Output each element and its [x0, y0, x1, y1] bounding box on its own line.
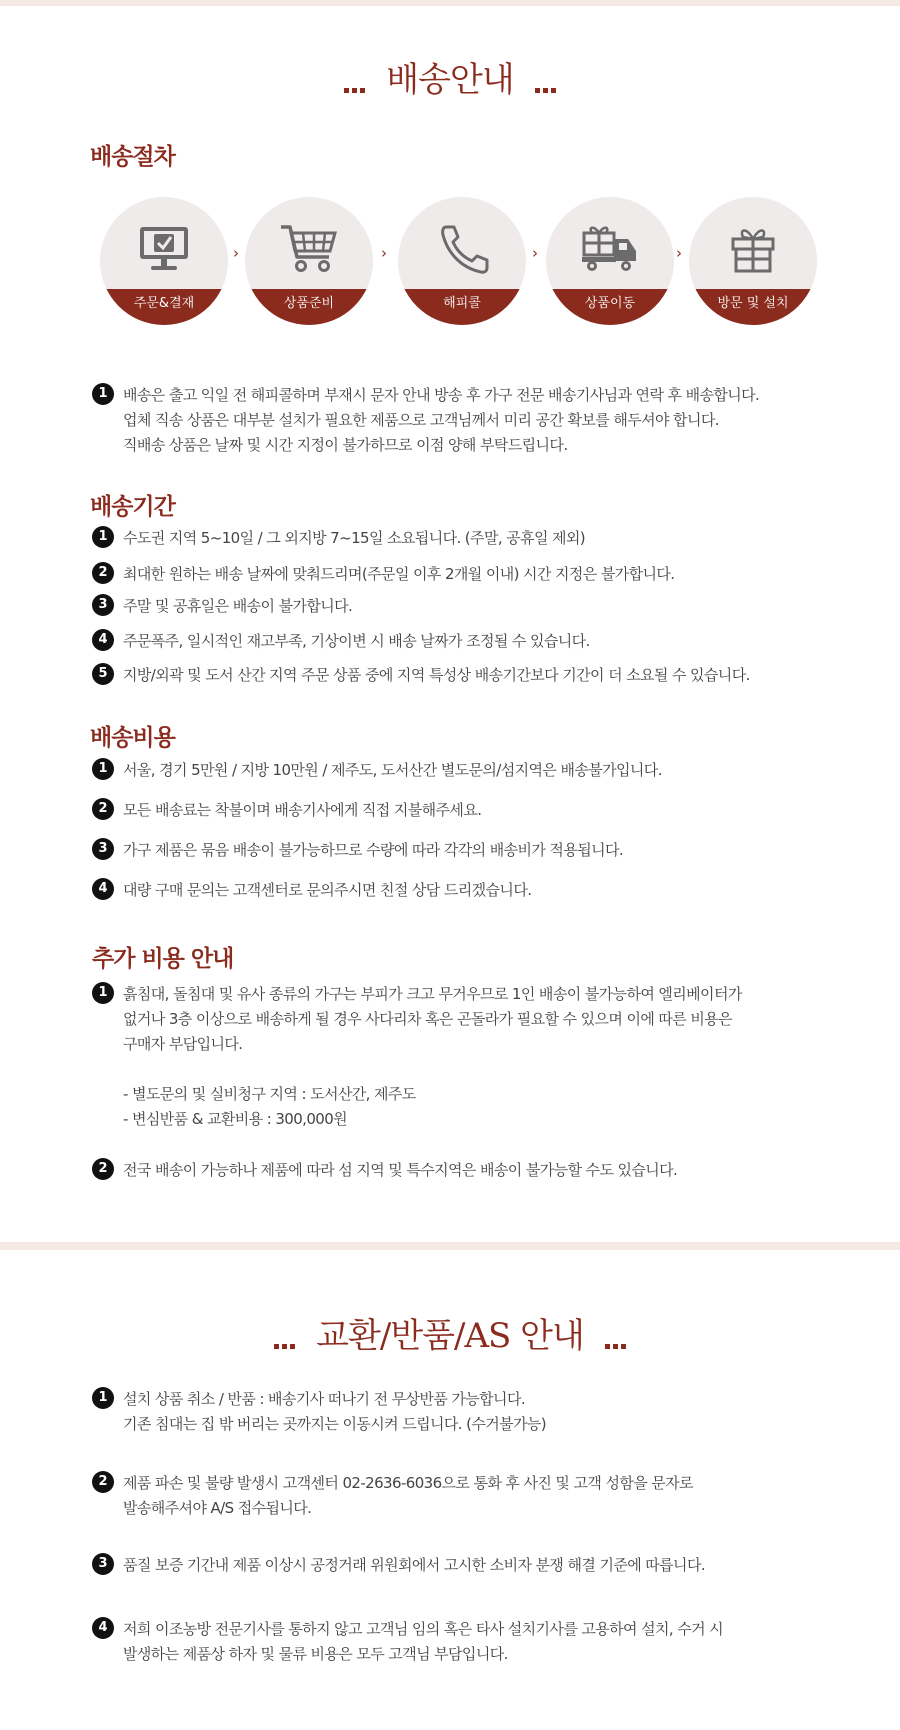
- phone-icon: [430, 221, 494, 277]
- note-line: 배송은 출고 익일 전 해피콜하며 부재시 문자 안내 방송 후 가구 전문 배송기사님과 연락 후 배송합니다.: [123, 386, 760, 404]
- number-badge: 1: [92, 758, 114, 780]
- number-badge: 2: [92, 1158, 114, 1180]
- extra-line: 없거나 3층 이상으로 배송하게 될 경우 사다리차 혹은 곤돌라가 필요할 수 있으며 이에 따른 비용은: [123, 1010, 733, 1028]
- number-badge: 5: [92, 663, 114, 685]
- step-happy-call: [398, 197, 526, 325]
- number-badge: 3: [92, 838, 114, 860]
- returns-line: 발생하는 제품상 하자 및 물류 비용은 모두 고객님 부담입니다.: [123, 1645, 508, 1663]
- step-arrow: ›: [676, 244, 682, 262]
- returns-line: 제품 파손 및 불량 발생시 고객센터 02-2636-6036으로 통화 후 사진 및 고객 성함을 문자로: [123, 1474, 693, 1492]
- cost-heading: 배송비용: [90, 725, 175, 751]
- gift-box-icon: [721, 221, 785, 277]
- returns-line: 품질 보증 기간내 제품 이상시 공정거래 위원회에서 고시한 소비자 분쟁 해결 기준에 따릅니다.: [123, 1556, 706, 1574]
- number-badge: 1: [92, 1387, 114, 1409]
- top-divider-band: [0, 0, 900, 6]
- returns-info-title: [0, 1308, 900, 1358]
- number-badge: 1: [92, 526, 114, 548]
- cost-item-text: 대량 구매 문의는 고객센터로 문의주시면 친절 상담 드리겠습니다.: [123, 881, 532, 899]
- period-item-text: 주말 및 공휴일은 배송이 불가합니다.: [123, 597, 353, 615]
- step-product-moving: [546, 197, 674, 325]
- step-label: 상품준비: [245, 289, 373, 325]
- shopping-cart-icon: [277, 221, 341, 277]
- returns-item-text: [123, 1387, 823, 1437]
- cost-item-text: 서울, 경기 5만원 / 지방 10만원 / 제주도, 도서산간 별도문의/섬지역은 배송불가입니다.: [123, 761, 662, 779]
- shipping-title-text: 배송안내: [386, 60, 514, 100]
- period-heading: 배송기간: [90, 494, 175, 520]
- number-badge: 2: [92, 798, 114, 820]
- extra-item-text: 전국 배송이 가능하나 제품에 따라 섬 지역 및 특수지역은 배송이 불가능할 수도 있습니다.: [123, 1161, 678, 1179]
- extra-sub-line: - 별도문의 및 실비청구 지역 : 도서산간, 제주도: [123, 1085, 416, 1103]
- number-badge: 3: [92, 594, 114, 616]
- returns-item-text: [123, 1471, 823, 1521]
- extra-item-text: [123, 982, 823, 1132]
- number-badge: 4: [92, 1617, 114, 1639]
- returns-item-text: [123, 1553, 823, 1578]
- step-label: 해피콜: [398, 289, 526, 325]
- step-order-payment: [100, 197, 228, 325]
- extra-cost-heading: 추가 비용 안내: [92, 946, 234, 972]
- title-dots-left: [272, 1318, 296, 1358]
- note-line: 직배송 상품은 날짜 및 시간 지정이 불가하므로 이점 양해 부탁드립니다.: [123, 436, 568, 454]
- period-item-text: 최대한 원하는 배송 날짜에 맞춰드리며(주문일 이후 2개월 이내) 시간 지정은 불가합니다.: [123, 565, 675, 583]
- title-dots-left: [342, 62, 366, 102]
- step-arrow: ›: [532, 244, 538, 262]
- period-item-text: 수도권 지역 5~10일 / 그 외지방 7~15일 소요됩니다. (주말, 공휴일 제외): [123, 529, 586, 547]
- extra-line: 구매자 부담입니다.: [123, 1035, 243, 1053]
- procedure-note-text: [123, 383, 823, 458]
- number-badge: 1: [92, 982, 114, 1004]
- step-prepare-product: [245, 197, 373, 325]
- monitor-check-icon: [132, 221, 196, 277]
- period-item-text: 주문폭주, 일시적인 재고부족, 기상이변 시 배송 날짜가 조정될 수 있습니다.: [123, 632, 590, 650]
- number-badge: 4: [92, 629, 114, 651]
- returns-line: 저희 이조농방 전문기사를 통하지 않고 고객님 임의 혹은 타사 설치기사를 고용하여 설치, 수거 시: [123, 1620, 724, 1638]
- step-label: 방문 및 설치: [689, 289, 817, 325]
- returns-line: 설치 상품 취소 / 반품 : 배송기사 떠나기 전 무상반품 가능합니다.: [123, 1390, 526, 1408]
- number-badge: 2: [92, 1471, 114, 1493]
- section-divider-band: [0, 1242, 900, 1250]
- period-item-text: 지방/외곽 및 도서 산간 지역 주문 상품 중에 지역 특성상 배송기간보다 기간이 더 소요될 수 있습니다.: [123, 666, 750, 684]
- number-badge: 2: [92, 562, 114, 584]
- number-badge: 4: [92, 878, 114, 900]
- extra-line: 흙침대, 돌침대 및 유사 종류의 가구는 부피가 크고 무거우므로 1인 배송이 불가능하여 엘리베이터가: [123, 985, 742, 1003]
- returns-title-text: 교환/반품/AS 안내: [316, 1316, 584, 1356]
- returns-line: 발송해주셔야 A/S 접수됩니다.: [123, 1499, 312, 1517]
- cost-item-text: 모든 배송료는 착불이며 배송기사에게 직접 지불해주세요.: [123, 801, 482, 819]
- cost-item-text: 가구 제품은 묶음 배송이 불가능하므로 수량에 따라 각각의 배송비가 적용됩니다.: [123, 841, 624, 859]
- note-line: 업체 직송 상품은 대부분 설치가 필요한 제품으로 고객님께서 미리 공간 확보를 해두셔야 합니다.: [123, 411, 719, 429]
- shipping-info-title: [0, 52, 900, 102]
- step-visit-install: [689, 197, 817, 325]
- number-badge: 1: [92, 383, 114, 405]
- title-dots-right: [534, 62, 558, 102]
- step-arrow: ›: [233, 244, 239, 262]
- step-label: 상품이동: [546, 289, 674, 325]
- returns-item-text: [123, 1617, 823, 1667]
- number-badge: 3: [92, 1553, 114, 1575]
- step-arrow: ›: [381, 244, 387, 262]
- procedure-heading: 배송절차: [90, 144, 175, 170]
- delivery-truck-icon: [578, 221, 642, 277]
- step-label: 주문&결재: [100, 289, 228, 325]
- extra-sub-line: - 변심반품 & 교환비용 : 300,000원: [123, 1110, 348, 1128]
- title-dots-right: [604, 1318, 628, 1358]
- returns-line: 기존 침대는 집 밖 버리는 곳까지는 이동시켜 드립니다. (수거불가능): [123, 1415, 547, 1433]
